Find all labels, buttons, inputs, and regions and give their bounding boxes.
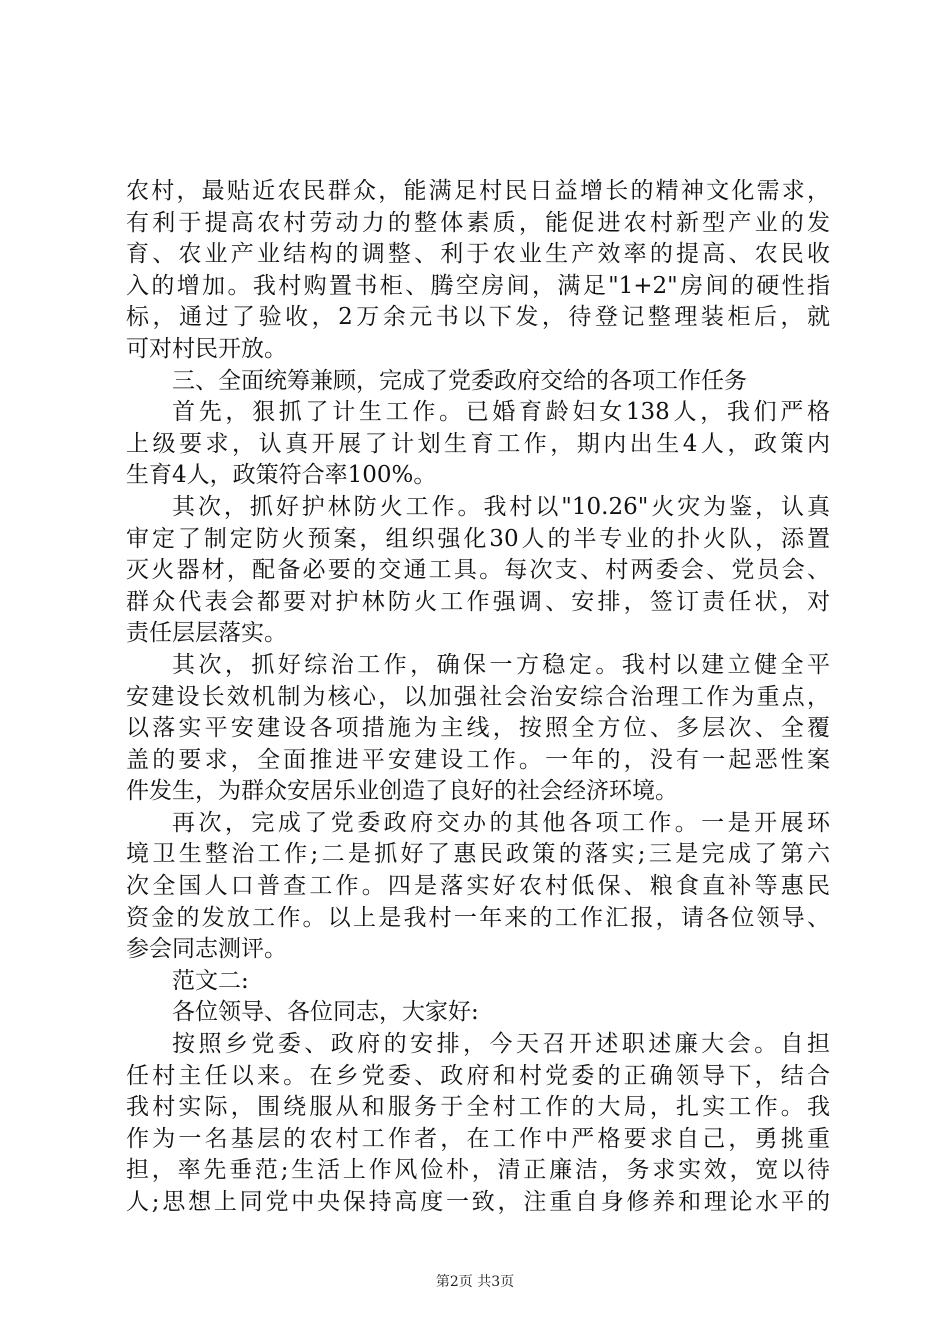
- text-line: 参会同志测评。: [126, 936, 287, 963]
- text-line: 上级要求，认真开展了计划生育工作，期内出生4人，政策内: [126, 430, 830, 457]
- text-line: 入的增加。我村购置书柜、腾空房间，满足"1+2"房间的硬性指: [126, 272, 830, 299]
- text-line: 我村实际，围绕服从和服务于全村工作的大局，扎实工作。我: [126, 1094, 830, 1121]
- text-line: 育、农业产业结构的调整、利于农业生产效率的提高、农民收: [126, 241, 830, 268]
- text-line: 安建设长效机制为核心，以加强社会治安综合治理工作为重点，: [126, 683, 830, 710]
- text-line: 境卫生整治工作;二是抓好了惠民政策的落实;三是完成了第六: [126, 841, 830, 868]
- text-line: 人;思想上同党中央保持高度一致，注重自身修养和理论水平的: [126, 1189, 830, 1215]
- text-line: 次全国人口普查工作。四是落实好农村低保、粮食直补等惠民: [126, 873, 830, 900]
- text-line: 资金的发放工作。以上是我村一年来的工作汇报，请各位领导、: [126, 904, 830, 931]
- text-line: 审定了制定防火预案，组织强化30人的半专业的扑火队，添置: [126, 525, 830, 552]
- text-line: 其次，抓好综治工作，确保一方稳定。我村以建立健全平: [172, 651, 830, 678]
- text-line: 担，率先垂范;生活上作风俭朴，清正廉洁，务求实效，宽以待: [126, 1157, 830, 1184]
- text-line: 灭火器材，配备必要的交通工具。每次支、村两委会、党员会、: [126, 557, 830, 584]
- text-line: 范文二:: [172, 967, 249, 994]
- text-line: 可对村民开放。: [126, 335, 287, 362]
- text-line: 三、全面统筹兼顾，完成了党委政府交给的各项工作任务: [172, 367, 747, 394]
- text-line: 作为一名基层的农村工作者，在工作中严格要求自己，勇挑重: [126, 1125, 830, 1152]
- page-footer: 第2页 共3页: [435, 1274, 515, 1290]
- text-line: 任村主任以来。在乡党委、政府和村党委的正确领导下，结合: [126, 1062, 830, 1089]
- text-line: 以落实平安建设各项措施为主线，按照全方位、多层次、全覆: [126, 715, 830, 742]
- text-line: 再次，完成了党委政府交办的其他各项工作。一是开展环: [172, 809, 830, 836]
- text-line: 有利于提高农村劳动力的整体素质，能促进农村新型产业的发: [126, 209, 830, 236]
- text-line: 生育4人，政策符合率100%。: [126, 462, 437, 489]
- text-line: 各位领导、各位同志，大家好:: [172, 999, 479, 1026]
- document-body: [126, 176, 830, 1219]
- text-line: 责任层层落实。: [126, 620, 287, 647]
- text-line: 盖的要求，全面推进平安建设工作。一年的，没有一起恶性案: [126, 746, 830, 773]
- text-line: 其次，抓好护林防火工作。我村以"10.26"火灾为鉴，认真: [172, 493, 830, 520]
- text-line: 首先，狠抓了计生工作。已婚育龄妇女138人，我们严格: [172, 399, 830, 426]
- text-line: 件发生，为群众安居乐业创造了良好的社会经济环境。: [126, 778, 678, 805]
- text-line: 群众代表会都要对护林防火工作强调、安排，签订责任状，对: [126, 588, 830, 615]
- text-line: 按照乡党委、政府的安排，今天召开述职述廉大会。自担: [172, 1031, 830, 1058]
- text-line: 标，通过了验收，2万余元书以下发，待登记整理装柜后，就: [126, 304, 830, 331]
- text-line: 农村，最贴近农民群众，能满足村民日益增长的精神文化需求，: [126, 178, 830, 204]
